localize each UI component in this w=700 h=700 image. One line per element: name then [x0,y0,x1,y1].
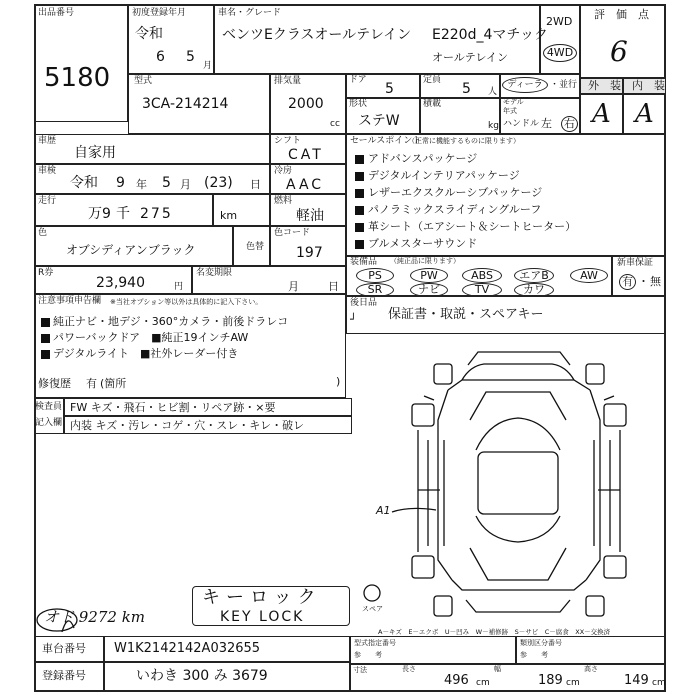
inspection-era: 令和 [70,175,98,191]
repair-bracket: (箇所 [100,377,127,390]
color-label: 色 [38,228,48,238]
rating-value: 6 [610,35,628,68]
type-spec-label-1: 型式指定番号 [354,639,396,647]
equip-sr-label: SR [367,283,383,296]
notes-sub: ※当社オプション等以外は具体的に記入下さい。 [110,298,263,306]
first-reg-year: 6 [156,49,165,65]
car-name-label: 車名・グレード [218,8,282,18]
note-line-3: デジタルライト ■社外レーダー付き [53,347,239,360]
person-unit: 人 [488,87,498,97]
length-unit: cm [476,678,490,688]
inspector-label-1: 検査員 [35,402,63,412]
load-label: 積載 [423,99,442,109]
mileage-label: 走行 [38,196,57,206]
inspector-label-2: 記入欄 [35,418,63,428]
car-name: ベンツEクラスオールテレイン [222,27,412,43]
type-spec-label-2: 参 考 [354,651,382,659]
handle-left: 左 [541,117,552,130]
ac-label: 冷房 [274,166,293,176]
doors-label: ドア [349,75,367,85]
inspection-day: (23) [204,175,233,191]
grade-line1: E220d_4マチック [432,27,548,43]
inspection-year: 9 [116,175,125,191]
first-reg-month: 5 [186,49,195,65]
mileage-275: 275 [140,206,173,222]
dims-box [350,664,666,692]
warranty-has: 有 [622,275,633,288]
width-value: 189 [538,673,563,688]
repair-value: 有 [86,377,97,390]
repair-label: 修復歴 [38,377,71,390]
note-line-1: 純正ナビ・地デジ・360°カメラ・前後ドラレコ [53,315,289,328]
shape-value: ステW [358,113,400,129]
new-car-warranty-label: 新車保証 [617,258,654,268]
inspection-month: 5 [162,175,171,191]
repair-bracket-label: 箇所 [104,377,127,390]
note-line-2: パワーバックドア ■純正19インチAW [53,331,249,344]
deadline-month: 月 [288,280,299,293]
handle-right: 右 [564,117,575,130]
mileage-sen: 千 [116,206,130,222]
chassis-value: W1K2142142A032655 [114,641,261,656]
equipment-label: 装備品 [350,257,378,267]
class-label-1: 類別区分番号 [520,639,562,647]
history-label: 車歴 [38,136,57,146]
interior-label: 内 装 [632,79,665,92]
ac-value: AAC [286,177,325,193]
tax-value: 23,940 [96,275,145,291]
chassis-label: 車台番号 [42,642,86,655]
tax-label: R券 [38,268,54,278]
accessories-value: 保証書・取説・スペアキー [388,307,544,322]
parallel-label: ・並行 [550,80,578,90]
kg-unit: kg [488,121,499,131]
width-unit: cm [566,678,580,688]
height-value: 149 [624,673,649,688]
selling-point-4: パノラミックスライディングルーフ [368,203,542,216]
height-label: 高さ [584,665,598,673]
class-label-2: 参 考 [520,651,548,659]
lot-number: 5180 [44,63,111,93]
equip-leather-label: カワ [523,283,545,296]
damage-annotation: A1 [376,504,391,517]
inspection-label: 車検 [38,166,57,176]
color-value: オブシディアンブラック [66,243,196,257]
doors-value: 5 [385,81,394,97]
grade-line2: オールテレイン [432,51,509,64]
displacement-label: 排気量 [274,76,302,86]
fuel-label: 燃料 [274,196,293,206]
length-label: 長さ [402,665,416,673]
color-code-label: 色コード [274,228,311,238]
inspection-month-unit: 月 [180,178,191,191]
rating-label: 評 価 点 [594,8,649,21]
repair-bracket-close: ) [336,375,341,388]
dims-label-1 [353,667,367,674]
inspection-day-unit: 日 [250,178,261,191]
model-year-label2: 年式 [503,107,517,115]
exterior-grade: A [592,99,611,129]
first-reg-label: 初度登録年月 [132,8,187,18]
selling-point-2: デジタルインテリアパッケージ [368,169,520,182]
dims-label: 寸法 [353,666,367,674]
shift-label: シフト [274,136,302,146]
cc-unit: cc [330,119,340,129]
capacity-value: 5 [462,81,471,97]
equip-tv-label: TV [474,283,490,296]
equip-pw-label: PW [420,269,438,282]
key-lock-jp: キーロック [202,587,322,608]
model-value: 3CA-214214 [142,96,229,112]
accessories-label: 後日品 [350,298,378,308]
dealer-label: ディーラー [507,80,543,104]
handwritten-odo: オド 9272 km [44,608,146,626]
selling-points-sub: （正常に機能するものに限ります） [408,137,520,145]
capacity-label: 定員 [423,75,442,85]
shift-value: CAT [288,147,324,163]
plate-value: いわき 300 み 3679 [136,668,268,684]
model-year-label1: モデル [503,98,524,106]
deadline-day: 日 [328,280,339,293]
first-reg-era: 令和 [135,26,163,42]
lot-label: 出品番号 [38,8,75,18]
plate-label: 登録番号 [42,669,86,682]
key-lock-en: KEY LOCK [220,609,305,625]
month-unit: 月 [203,61,213,71]
color-code-value: 197 [296,245,323,261]
selling-point-3: レザーエクスクルーシブパッケージ [368,186,543,199]
width-label: 幅 [494,665,501,673]
selling-point-6: ブルメスターサウンド [368,237,478,250]
inspector-row1: FW キズ・飛石・ヒビ割・リペア跡・×要 [70,401,276,414]
notes-label: 注意事項申告欄 [38,296,102,306]
yen-unit: 円 [174,282,184,292]
interior-grade: A [635,99,654,129]
height-unit: cm [652,678,666,688]
displacement-value: 2000 [288,96,324,112]
shape-label: 形状 [349,99,368,109]
color-replace-label: 色替 [246,242,265,252]
accessories-corner: ┘ [350,313,357,326]
inspector-row2: 内装 キズ・汚レ・コゲ・穴・スレ・キレ・破レ [70,419,305,432]
inspection-day-value: 23 [209,175,228,191]
model-label: 型式 [134,76,153,86]
inspection-year-unit: 年 [136,178,147,191]
handle-label: ハンドル [503,119,540,129]
equip-airbag-label: エアB [519,269,549,282]
selling-points-label: セールスポイント [350,136,422,146]
equip-navi-label: ナビ [418,283,440,296]
damage-legend: A－キズ E－エクボ U－凹み W－補修跡 S－サビ C－腐食 XX－交換済 [378,628,611,636]
length-value: 496 [444,673,469,688]
equip-ps-label: PS [368,269,382,282]
history-value: 自家用 [74,145,116,161]
mileage-man: 万 [88,206,102,222]
spare-label: スペア [362,605,383,613]
warranty-dot: ・ [638,275,649,288]
exterior-label: 外 装 [588,79,621,92]
selling-point-5: 革シート（エアシート＆シートヒーター） [368,220,577,233]
drive-4wd: 4WD [546,46,574,59]
fuel-value: 軽油 [296,208,324,224]
km-unit: km [220,209,238,222]
equip-aw-label: AW [580,269,598,282]
selling-point-1: アドバンスパッケージ [368,152,478,165]
mileage-9: 9 [102,206,111,222]
equipment-sub: （純正品に限ります） [390,257,460,265]
equip-abs-label: ABS [471,269,493,282]
deadline-label: 名変期限 [196,268,233,278]
drive-2wd: 2WD [546,15,573,28]
warranty-none: 無 [650,275,661,288]
